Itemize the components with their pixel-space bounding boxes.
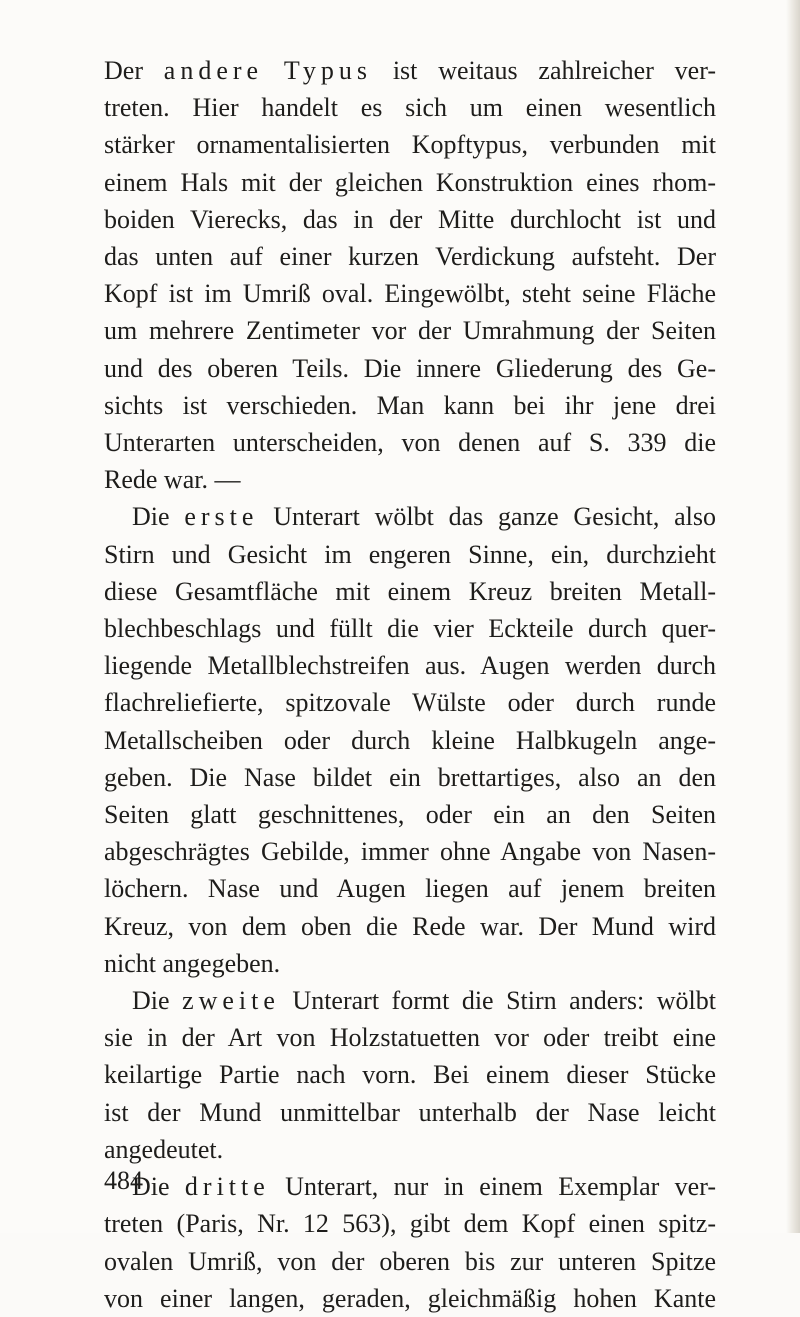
text-run: Seiten glatt geschnittenes, oder ein an den Seiten xyxy=(104,800,716,830)
paragraph xyxy=(104,982,716,1168)
text-run: löchern. Nase und Augen liegen auf jenem breiten xyxy=(104,874,716,904)
text-run: treten (Paris, Nr. 12 563), gibt dem Kopf einen spitz- xyxy=(104,1209,716,1239)
text-line xyxy=(104,164,716,201)
text-line xyxy=(104,684,716,721)
text-line xyxy=(104,498,716,535)
body-text xyxy=(104,52,716,1317)
text-line xyxy=(104,610,716,647)
text-line xyxy=(104,573,716,610)
text-run: um mehrere Zentimeter vor der Umrahmung der Seiten xyxy=(104,316,716,346)
text-run: sichts ist verschieden. Man kann bei ihr jene drei xyxy=(104,390,716,420)
text-run: das unten auf einer kurzen Verdickung aufsteht. Der xyxy=(104,242,716,272)
text-line xyxy=(104,1205,716,1242)
text-line xyxy=(104,536,716,573)
text-line xyxy=(104,982,716,1019)
text-run: diese Gesamtfläche mit einem Kreuz breiten Metall- xyxy=(104,576,716,606)
text-run: Kreuz, von dem oben die Rede war. Der Mund wird xyxy=(104,911,716,941)
text-run: ovalen Umriß, von der oberen bis zur unteren Spitze xyxy=(104,1246,716,1276)
text-line xyxy=(104,945,716,982)
spaced-emphasis: zweite xyxy=(182,986,280,1016)
text-line xyxy=(104,722,716,759)
text-line xyxy=(104,387,716,424)
text-run: abgeschrägtes Gebilde, immer ohne Angabe von Nasen- xyxy=(104,837,716,867)
text-line xyxy=(104,1019,716,1056)
text-line xyxy=(104,759,716,796)
text-run: treten. Hier handelt es sich um einen wesentlich xyxy=(104,93,716,123)
text-line xyxy=(104,1280,716,1317)
page-number: 484 xyxy=(104,1166,143,1195)
text-run: von einer langen, geraden, gleichmäßig hohen Kante xyxy=(104,1283,716,1313)
paragraph xyxy=(104,498,716,982)
text-run: Unterart formt die Stirn anders: wölbt xyxy=(279,986,716,1016)
text-run: Die xyxy=(132,986,183,1016)
text-line xyxy=(104,89,716,126)
text-line xyxy=(104,424,716,461)
text-line xyxy=(104,647,716,684)
text-run: angedeutet. xyxy=(104,1134,224,1164)
text-run: Rede war. — xyxy=(104,465,241,495)
text-run: Unterarten unterscheiden, von denen auf S. 339 die xyxy=(104,428,716,458)
text-line xyxy=(104,796,716,833)
text-line xyxy=(104,870,716,907)
text-line xyxy=(104,126,716,163)
text-run: geben. Die Nase bildet ein brettartiges, also an den xyxy=(104,762,716,792)
paragraph xyxy=(104,52,716,498)
text-run: und des oberen Teils. Die innere Gliederung des Ge- xyxy=(104,353,716,383)
text-run: ist der Mund unmittelbar unterhalb der Nase leicht xyxy=(104,1097,716,1127)
text-line xyxy=(104,1131,716,1168)
text-run: Kopf ist im Umriß oval. Eingewölbt, steht seine Fläche xyxy=(104,279,716,309)
text-line xyxy=(104,350,716,387)
text-run xyxy=(263,56,284,85)
text-run: flachreliefierte, spitzovale Wülste oder durch runde xyxy=(104,688,716,718)
text-line xyxy=(104,201,716,238)
text-line xyxy=(104,312,716,349)
spaced-emphasis: Typus xyxy=(283,56,373,85)
spaced-emphasis: andere xyxy=(163,56,264,85)
text-run: einem Hals mit der gleichen Konstruktion eines rhom- xyxy=(104,167,716,197)
text-line xyxy=(104,275,716,312)
text-line xyxy=(104,1243,716,1280)
text-run: boiden Vierecks, das in der Mitte durchlocht ist und xyxy=(104,204,716,234)
text-line xyxy=(104,1094,716,1131)
paragraph xyxy=(104,1168,716,1317)
spaced-emphasis: erste xyxy=(184,502,259,532)
text-line xyxy=(104,238,716,275)
text-run: liegende Metallblechstreifen aus. Augen werden durch xyxy=(104,651,716,681)
text-run: stärker ornamentalisierten Kopftypus, verbunden mit xyxy=(104,130,716,160)
text-run: Unterart, nur in einem Exemplar ver- xyxy=(269,1172,716,1202)
text-run: Der xyxy=(104,56,164,85)
text-run: Die xyxy=(132,502,185,532)
text-line xyxy=(104,1056,716,1093)
text-line xyxy=(104,52,716,89)
text-run: nicht angegeben. xyxy=(104,948,281,978)
page-edge-shadow xyxy=(786,0,800,1233)
text-run: sie in der Art von Holzstatuetten vor oder treibt eine xyxy=(104,1023,716,1053)
text-line xyxy=(104,461,716,498)
text-run: Unterart wölbt das ganze Gesicht, also xyxy=(258,502,716,532)
text-line xyxy=(104,908,716,945)
spaced-emphasis: dritte xyxy=(184,1172,270,1202)
text-run: Stirn und Gesicht im engeren Sinne, ein, durchzieht xyxy=(104,539,716,569)
text-run: keilartige Partie nach vorn. Bei einem dieser Stücke xyxy=(104,1060,716,1090)
text-run: Die xyxy=(132,1172,185,1202)
text-run: Metallscheiben oder durch kleine Halbkugeln ange- xyxy=(104,725,716,755)
text-line xyxy=(104,1168,716,1205)
text-run: blechbeschlags und füllt die vier Eckteile durch quer- xyxy=(104,614,716,644)
text-line xyxy=(104,833,716,870)
text-run: ist weitaus zahlreicher ver- xyxy=(372,56,717,85)
